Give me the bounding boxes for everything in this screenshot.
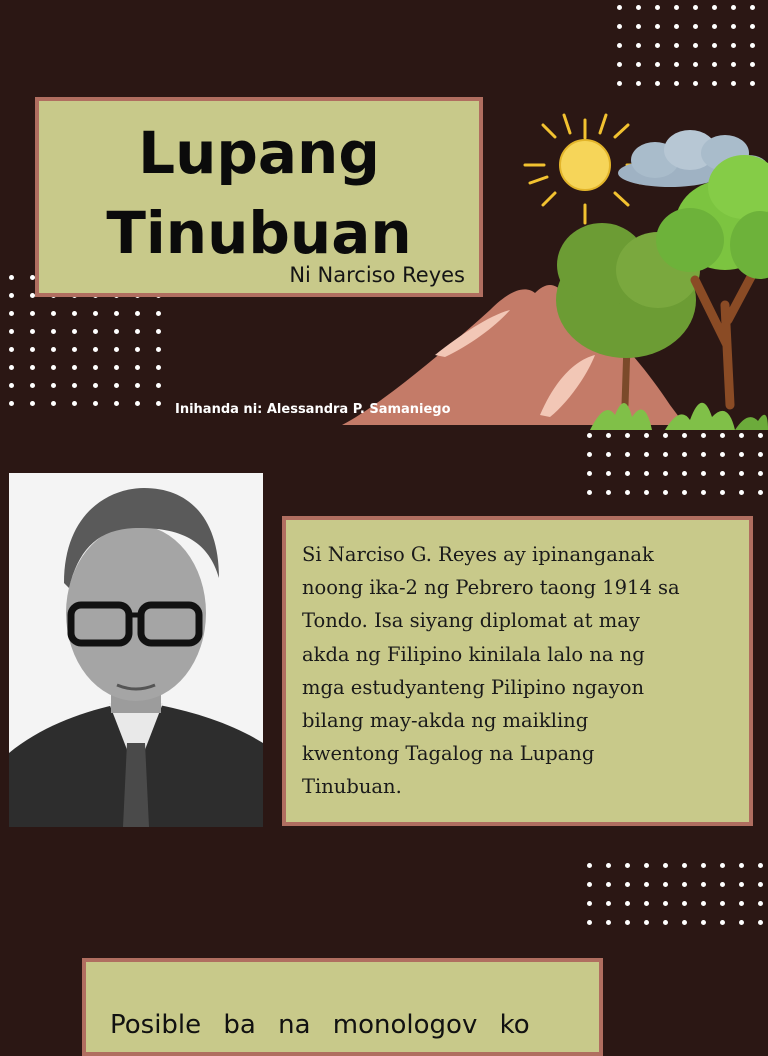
bio-panel xyxy=(282,516,753,826)
dot xyxy=(72,347,77,352)
dot xyxy=(135,365,140,370)
dot xyxy=(93,347,98,352)
dot xyxy=(758,471,763,476)
dot xyxy=(9,329,14,334)
dot xyxy=(739,920,744,925)
dot xyxy=(606,882,611,887)
dot xyxy=(606,920,611,925)
dot xyxy=(30,311,35,316)
dot xyxy=(72,365,77,370)
dot xyxy=(30,329,35,334)
title-line-1: Lupang xyxy=(138,119,380,187)
dot xyxy=(93,311,98,316)
dot xyxy=(606,863,611,868)
dot xyxy=(693,62,698,67)
dot xyxy=(587,452,592,457)
dot xyxy=(636,62,641,67)
prepared-by: Inihanda ni: Alessandra P. Samaniego xyxy=(175,402,451,417)
dot xyxy=(701,490,706,495)
dot xyxy=(606,471,611,476)
dot xyxy=(712,43,717,48)
dot xyxy=(156,365,161,370)
dot xyxy=(731,43,736,48)
dot xyxy=(93,365,98,370)
bio-line: akda ng Filipino kinilala lalo na ng xyxy=(302,642,645,666)
dot xyxy=(663,452,668,457)
dot xyxy=(156,329,161,334)
dot xyxy=(135,401,140,406)
dot xyxy=(731,24,736,29)
dot xyxy=(625,920,630,925)
dot xyxy=(701,863,706,868)
dot xyxy=(114,311,119,316)
dot xyxy=(587,920,592,925)
title-line-2: Tinubuan xyxy=(106,199,412,267)
dot xyxy=(135,329,140,334)
bio-line: kwentong Tagalog na Lupang xyxy=(302,742,595,766)
dot-grid-top-right xyxy=(617,5,755,86)
dot xyxy=(682,882,687,887)
dot xyxy=(587,901,592,906)
dot xyxy=(644,920,649,925)
question-panel xyxy=(82,958,603,1056)
dot xyxy=(701,882,706,887)
dot xyxy=(9,347,14,352)
dot xyxy=(617,43,622,48)
dot xyxy=(617,62,622,67)
dot xyxy=(625,863,630,868)
dot xyxy=(644,471,649,476)
dot xyxy=(693,24,698,29)
dot xyxy=(739,863,744,868)
dot xyxy=(674,24,679,29)
dot xyxy=(636,43,641,48)
dot xyxy=(51,401,56,406)
dot xyxy=(739,452,744,457)
dot xyxy=(587,863,592,868)
dot xyxy=(720,901,725,906)
dot xyxy=(9,275,14,280)
dot xyxy=(93,401,98,406)
dot xyxy=(663,882,668,887)
bio-line: Tinubuan. xyxy=(302,775,402,799)
dot xyxy=(701,452,706,457)
dot xyxy=(701,471,706,476)
dot xyxy=(617,24,622,29)
dot xyxy=(663,901,668,906)
dot xyxy=(636,5,641,10)
bio-line: mga estudyanteng Pilipino ngayon xyxy=(302,675,645,699)
dot xyxy=(644,863,649,868)
bio-line: noong ika-2 ng Pebrero taong 1914 sa xyxy=(302,576,680,600)
dot xyxy=(701,901,706,906)
dot xyxy=(655,24,660,29)
dot xyxy=(712,5,717,10)
author-line: Ni Narciso Reyes xyxy=(289,263,465,287)
dot xyxy=(156,383,161,388)
dot xyxy=(720,863,725,868)
question-text: Posible ba na monologov ko xyxy=(110,1010,530,1040)
dot xyxy=(30,383,35,388)
dot xyxy=(712,81,717,86)
dot xyxy=(720,882,725,887)
dot xyxy=(72,401,77,406)
dot xyxy=(51,311,56,316)
dot xyxy=(606,901,611,906)
dot xyxy=(674,43,679,48)
dot xyxy=(617,5,622,10)
dot xyxy=(655,43,660,48)
dot xyxy=(693,5,698,10)
dot xyxy=(758,882,763,887)
dot xyxy=(72,383,77,388)
dot xyxy=(739,882,744,887)
bio-line: bilang may-akda ng maikling xyxy=(302,709,589,733)
dot xyxy=(30,401,35,406)
dot xyxy=(72,329,77,334)
dot xyxy=(693,81,698,86)
dot xyxy=(663,471,668,476)
dot xyxy=(72,311,77,316)
dot xyxy=(674,62,679,67)
dot xyxy=(750,24,755,29)
dot xyxy=(712,24,717,29)
dot xyxy=(51,347,56,352)
dot xyxy=(731,62,736,67)
dot xyxy=(135,311,140,316)
dot xyxy=(739,471,744,476)
dot xyxy=(587,471,592,476)
dot-grid-right-lower xyxy=(587,863,763,925)
dot-grid-right-middle xyxy=(587,433,763,495)
dot xyxy=(682,901,687,906)
dot xyxy=(644,882,649,887)
dot xyxy=(51,383,56,388)
dot xyxy=(587,882,592,887)
dot xyxy=(663,490,668,495)
dot xyxy=(674,5,679,10)
dot xyxy=(93,329,98,334)
dot xyxy=(625,882,630,887)
dot xyxy=(731,5,736,10)
dot xyxy=(750,62,755,67)
dot xyxy=(720,452,725,457)
landscape-illustration xyxy=(340,105,768,435)
dot xyxy=(655,81,660,86)
dot xyxy=(720,471,725,476)
dot xyxy=(135,347,140,352)
dot xyxy=(587,490,592,495)
dot xyxy=(156,311,161,316)
dot xyxy=(625,901,630,906)
dot xyxy=(114,365,119,370)
dot xyxy=(758,490,763,495)
dot xyxy=(750,43,755,48)
dot xyxy=(114,329,119,334)
dot xyxy=(693,43,698,48)
dot xyxy=(731,81,736,86)
bio-paragraph xyxy=(302,538,742,804)
dot xyxy=(750,5,755,10)
dot xyxy=(644,901,649,906)
dot xyxy=(625,452,630,457)
dot xyxy=(720,490,725,495)
dot xyxy=(51,365,56,370)
dot xyxy=(663,863,668,868)
dot xyxy=(701,920,706,925)
dot xyxy=(9,293,14,298)
dot xyxy=(674,81,679,86)
dot xyxy=(682,471,687,476)
dot xyxy=(636,24,641,29)
dot xyxy=(758,901,763,906)
dot xyxy=(9,383,14,388)
dot xyxy=(758,920,763,925)
dot xyxy=(758,863,763,868)
dot xyxy=(114,401,119,406)
dot xyxy=(606,490,611,495)
dot xyxy=(682,863,687,868)
dot xyxy=(114,383,119,388)
dot xyxy=(617,81,622,86)
dot xyxy=(636,81,641,86)
dot xyxy=(720,920,725,925)
bio-line: Si Narciso G. Reyes ay ipinanganak xyxy=(302,543,654,566)
dot xyxy=(712,62,717,67)
dot xyxy=(30,365,35,370)
dot xyxy=(758,452,763,457)
author-portrait xyxy=(9,473,263,827)
dot xyxy=(682,490,687,495)
dot xyxy=(655,5,660,10)
dot xyxy=(682,452,687,457)
bio-line: Tondo. Isa siyang diplomat at may xyxy=(302,609,640,633)
dot xyxy=(663,920,668,925)
dot xyxy=(625,490,630,495)
dot xyxy=(156,347,161,352)
dot xyxy=(9,311,14,316)
dot xyxy=(739,490,744,495)
dot xyxy=(9,401,14,406)
dot xyxy=(9,365,14,370)
dot xyxy=(655,62,660,67)
dot xyxy=(682,920,687,925)
dot xyxy=(30,347,35,352)
dot xyxy=(750,81,755,86)
dot xyxy=(625,471,630,476)
dot xyxy=(644,452,649,457)
dot xyxy=(135,383,140,388)
dot xyxy=(93,383,98,388)
dot xyxy=(156,401,161,406)
dot xyxy=(606,452,611,457)
dot xyxy=(739,901,744,906)
dot xyxy=(114,347,119,352)
dot xyxy=(644,490,649,495)
dot xyxy=(51,329,56,334)
